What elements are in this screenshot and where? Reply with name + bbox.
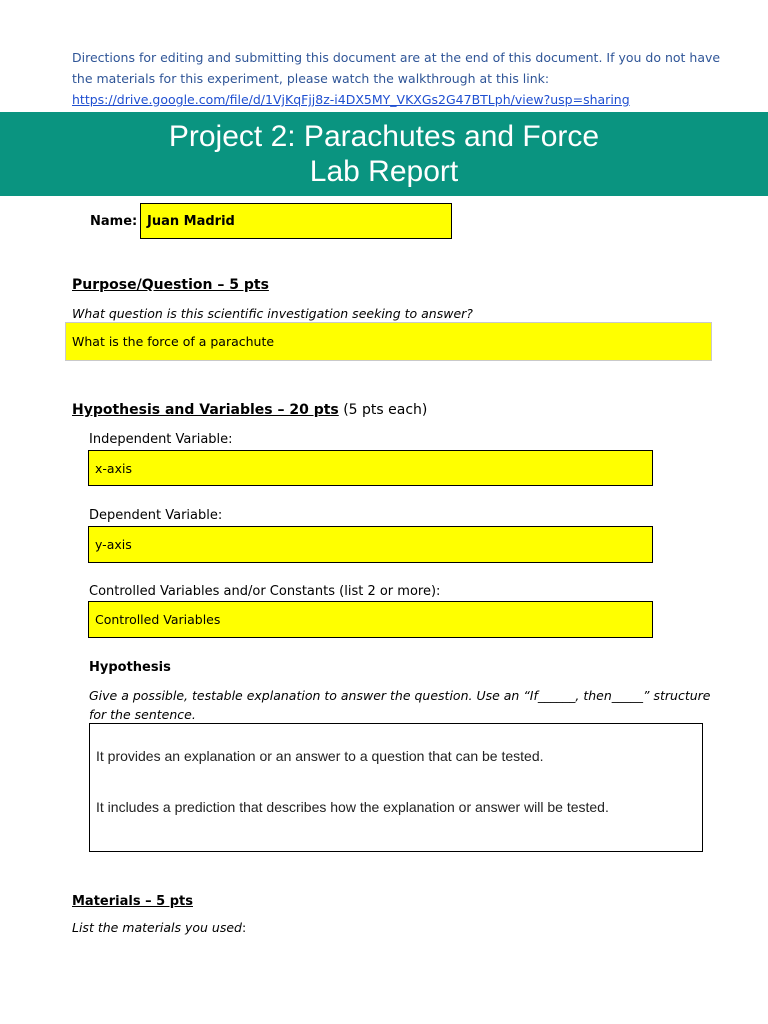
hypothesis-prompt-line-2: for the sentence.	[89, 707, 196, 722]
hypothesis-answer-line-2: It includes a prediction that describes how the explanation or answer will be tested.	[96, 799, 609, 815]
hypothesis-prompt	[89, 686, 729, 724]
directions-line-2: the materials for this experiment, please watch the walkthrough at this link:	[72, 71, 550, 86]
name-label: Name:	[90, 214, 138, 229]
hypothesis-prompt-line-1: Give a possible, testable explanation to answer the question. Use an “If______, then_____” structure	[89, 688, 711, 703]
page-title: Project 2: Parachutes and Force	[168, 120, 600, 153]
dependent-variable-label: Dependent Variable:	[89, 508, 223, 523]
hypothesis-variables-heading	[72, 402, 427, 418]
controlled-variables-label: Controlled Variables and/or Constants (list 2 or more):	[89, 584, 441, 599]
materials-heading: Materials – 5 pts	[72, 894, 193, 909]
purpose-answer-field[interactable]: What is the force of a parachute	[65, 322, 712, 361]
hypothesis-variables-points: (5 pts each)	[338, 402, 428, 418]
hypothesis-answer-line-1: It provides an explanation or an answer to a question that can be tested.	[96, 748, 544, 764]
hypothesis-heading: Hypothesis	[89, 660, 171, 675]
dependent-variable-field[interactable]: y-axis	[88, 526, 653, 563]
hypothesis-answer-box[interactable]	[89, 723, 703, 852]
independent-variable-label: Independent Variable:	[89, 432, 233, 447]
purpose-heading: Purpose/Question – 5 pts	[72, 277, 269, 293]
hypothesis-variables-title: Hypothesis and Variables – 20 pts	[72, 402, 339, 418]
directions-line-1: Directions for editing and submitting this document are at the end of this document. If you do not have	[72, 50, 721, 65]
materials-prompt	[72, 920, 246, 935]
page-subtitle: Lab Report	[309, 155, 459, 188]
controlled-variables-field[interactable]: Controlled Variables	[88, 601, 653, 638]
materials-prompt-text: List the materials you used	[72, 920, 242, 935]
name-field[interactable]: Juan Madrid	[140, 203, 452, 239]
independent-variable-field[interactable]: x-axis	[88, 450, 653, 486]
walkthrough-link[interactable]: https://drive.google.com/file/d/1VjKqFjj8z-i4DX5MY_VKXGs2G47BTLph/view?usp=sharing	[72, 92, 630, 107]
title-banner	[0, 112, 768, 196]
directions-text	[72, 47, 752, 110]
purpose-prompt: What question is this scientific investigation seeking to answer?	[72, 306, 473, 321]
materials-prompt-colon: :	[241, 920, 247, 935]
